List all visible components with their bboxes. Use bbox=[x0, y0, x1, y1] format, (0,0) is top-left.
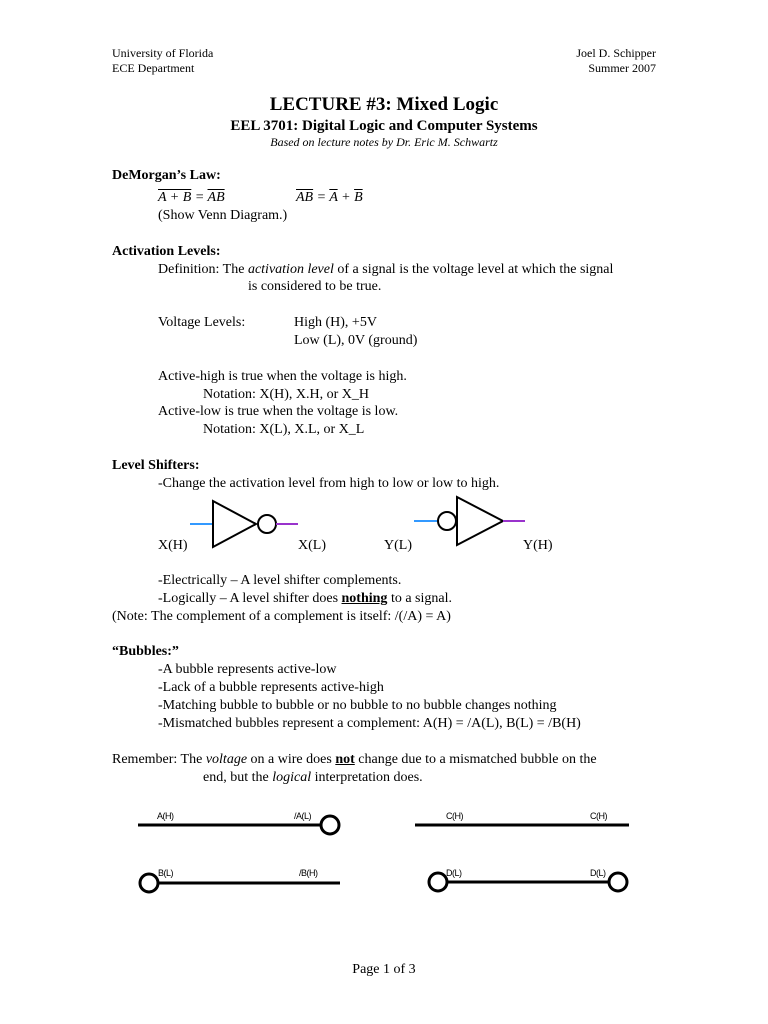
header-term: Summer 2007 bbox=[588, 61, 656, 75]
wire-a-right-bubble bbox=[321, 816, 339, 834]
remember-cont-post: interpretation does. bbox=[311, 770, 423, 785]
remember-mid: on a wire does bbox=[247, 752, 336, 767]
bubbles-item: -Matching bubble to bubble or no bubble to no bubble changes nothing bbox=[158, 698, 557, 713]
bubbles-item: -Lack of a bubble represents active-high bbox=[158, 680, 384, 695]
eq2-plus: + bbox=[337, 190, 355, 205]
logically-post: to a signal. bbox=[387, 591, 452, 606]
eq2-rhs-b: $\overline{B}$ bbox=[354, 190, 363, 205]
eq2-lhs: $\overline{AB}$ bbox=[296, 190, 314, 205]
remember-not: not bbox=[335, 752, 355, 767]
remember-pre: Remember: The bbox=[112, 752, 206, 767]
bubbles-heading: “Bubbles:” bbox=[112, 644, 179, 659]
bubbles-item: -A bubble represents active-low bbox=[158, 662, 337, 677]
eq1-lhs: A + B bbox=[158, 190, 192, 205]
remember-logical: logical bbox=[272, 770, 312, 785]
remember-text-cont bbox=[203, 769, 423, 786]
wire-d-left-bubble bbox=[429, 873, 447, 891]
page-number: Page 1 of 3 bbox=[352, 962, 416, 977]
definition-post: of a signal is the voltage level at which the signal bbox=[333, 262, 614, 277]
wire-c-left-label: C(H) bbox=[446, 811, 463, 821]
wire-d-left-label: D(L) bbox=[446, 868, 462, 878]
header-department: ECE Department bbox=[112, 61, 195, 75]
label-y-h: Y(H) bbox=[523, 538, 553, 553]
label-x-h: X(H) bbox=[158, 538, 188, 553]
wire-c-right-label: C(H) bbox=[590, 811, 607, 821]
course-title: EEL 3701: Digital Logic and Computer Systems bbox=[230, 118, 538, 134]
venn-note: (Show Venn Diagram.) bbox=[158, 208, 288, 223]
eq2-rhs-a: $\overline{A}$ bbox=[329, 190, 338, 205]
remember-voltage: voltage bbox=[205, 752, 248, 767]
definition-term: activation level bbox=[247, 262, 334, 277]
active-low-text: Active-low is true when the voltage is low. bbox=[158, 404, 399, 419]
attribution: Based on lecture notes by Dr. Eric M. Schwartz bbox=[270, 135, 498, 149]
eq1-equals: = bbox=[191, 190, 208, 205]
remember-cont-pre: end, but the bbox=[203, 770, 273, 785]
label-x-l: X(L) bbox=[298, 538, 326, 553]
voltage-low: Low (L), 0V (ground) bbox=[294, 333, 418, 348]
eq1-rhs: $\overline{AB}$ bbox=[207, 190, 225, 205]
header-author: Joel D. Schipper bbox=[576, 46, 656, 60]
y-input-bubble bbox=[438, 512, 456, 530]
bubbles-item: -Mismatched bubbles represent a complement: A(H) = /A(L), B(L) = /B(H) bbox=[158, 716, 581, 731]
y-buffer-triangle bbox=[457, 497, 503, 545]
remember-text bbox=[112, 751, 597, 768]
logically-text bbox=[158, 590, 452, 607]
activation-definition-cont: is considered to be true. bbox=[248, 279, 382, 294]
x-buffer-triangle bbox=[213, 501, 256, 547]
wire-b-left-bubble bbox=[140, 874, 158, 892]
wire-a-left-label: A(H) bbox=[157, 811, 174, 821]
remember-post: change due to a mismatched bubble on the bbox=[354, 752, 597, 767]
definition-pre: Definition: The bbox=[158, 262, 248, 277]
header-university: University of Florida bbox=[112, 46, 214, 60]
logically-bold: nothing bbox=[341, 591, 388, 606]
wire-b-right-label: /B(H) bbox=[299, 868, 318, 878]
notation-high: Notation: X(H), X.H, or X_H bbox=[203, 387, 370, 402]
wire-a-right-label: /A(L) bbox=[294, 811, 312, 821]
demorgan-heading: DeMorgan’s Law: bbox=[112, 168, 221, 183]
wire-d-right-bubble bbox=[609, 873, 627, 891]
page-title: LECTURE #3: Mixed Logic bbox=[269, 94, 499, 115]
level-shifters-desc: -Change the activation level from high to low or low to high. bbox=[158, 476, 500, 491]
wire-d-right-label: D(L) bbox=[590, 868, 606, 878]
complement-note: (Note: The complement of a complement is itself: /(/A) = A) bbox=[112, 609, 451, 624]
electrically-text: -Electrically – A level shifter complements. bbox=[158, 573, 402, 588]
voltage-high: High (H), +5V bbox=[294, 315, 377, 330]
notation-low: Notation: X(L), X.L, or X_L bbox=[203, 422, 365, 437]
eq2-equals: = bbox=[313, 190, 330, 205]
logically-pre: -Logically – A level shifter does bbox=[158, 591, 342, 606]
label-y-l: Y(L) bbox=[384, 538, 412, 553]
activation-heading: Activation Levels: bbox=[112, 244, 221, 259]
active-high-text: Active-high is true when the voltage is high. bbox=[158, 369, 407, 384]
x-output-bubble bbox=[258, 515, 276, 533]
level-shifters-heading: Level Shifters: bbox=[112, 458, 200, 473]
voltage-levels-label: Voltage Levels: bbox=[158, 315, 246, 330]
wire-b-left-label: B(L) bbox=[158, 868, 174, 878]
